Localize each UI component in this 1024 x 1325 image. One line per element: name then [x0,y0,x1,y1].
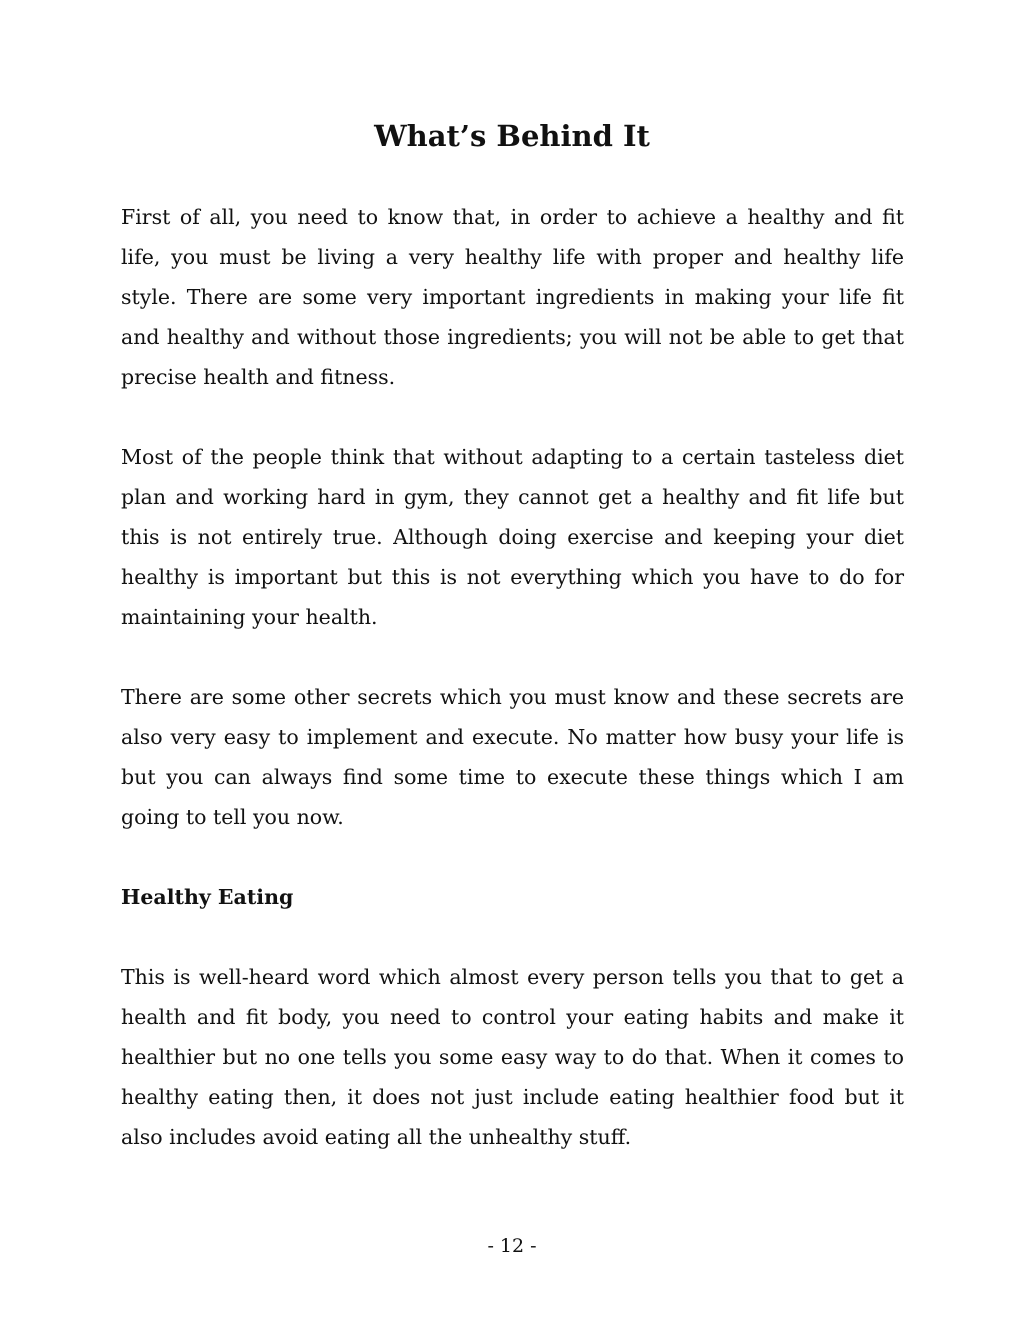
page-title: What’s Behind It [374,119,650,153]
paragraph-2: Most of the people think that without adapting to a certain tasteless diet plan and working hard in gym, they cannot get a healthy and fit life but this is not entirely true. Although doing exercise and keeping your diet healthy is important but this is not everything which you have to do for maintaining your health. [121,445,904,629]
paragraph-3: There are some other secrets which you must know and these secrets are also very easy to implement and execute. No matter how busy your life is but you can always find some time to execute these things which I am going to tell you now. [121,685,904,829]
page-content [121,197,904,1197]
section-heading: Healthy Eating [121,885,294,909]
page-number: - 12 - [487,1235,537,1257]
paragraph-1: First of all, you need to know that, in order to achieve a healthy and fit life, you must be living a very healthy life with proper and healthy life style. There are some very important ingredients in making your life fit and healthy and without those ingredients; you will not be able to get that precise health and fitness. [121,205,904,389]
section-paragraph: This is well-heard word which almost every person tells you that to get a health and fit body, you need to control your eating habits and make it healthier but no one tells you some easy way to do that. When it comes to healthy eating then, it does not just include eating healthier food but it also includes avoid eating all the unhealthy stuff. [121,965,904,1149]
